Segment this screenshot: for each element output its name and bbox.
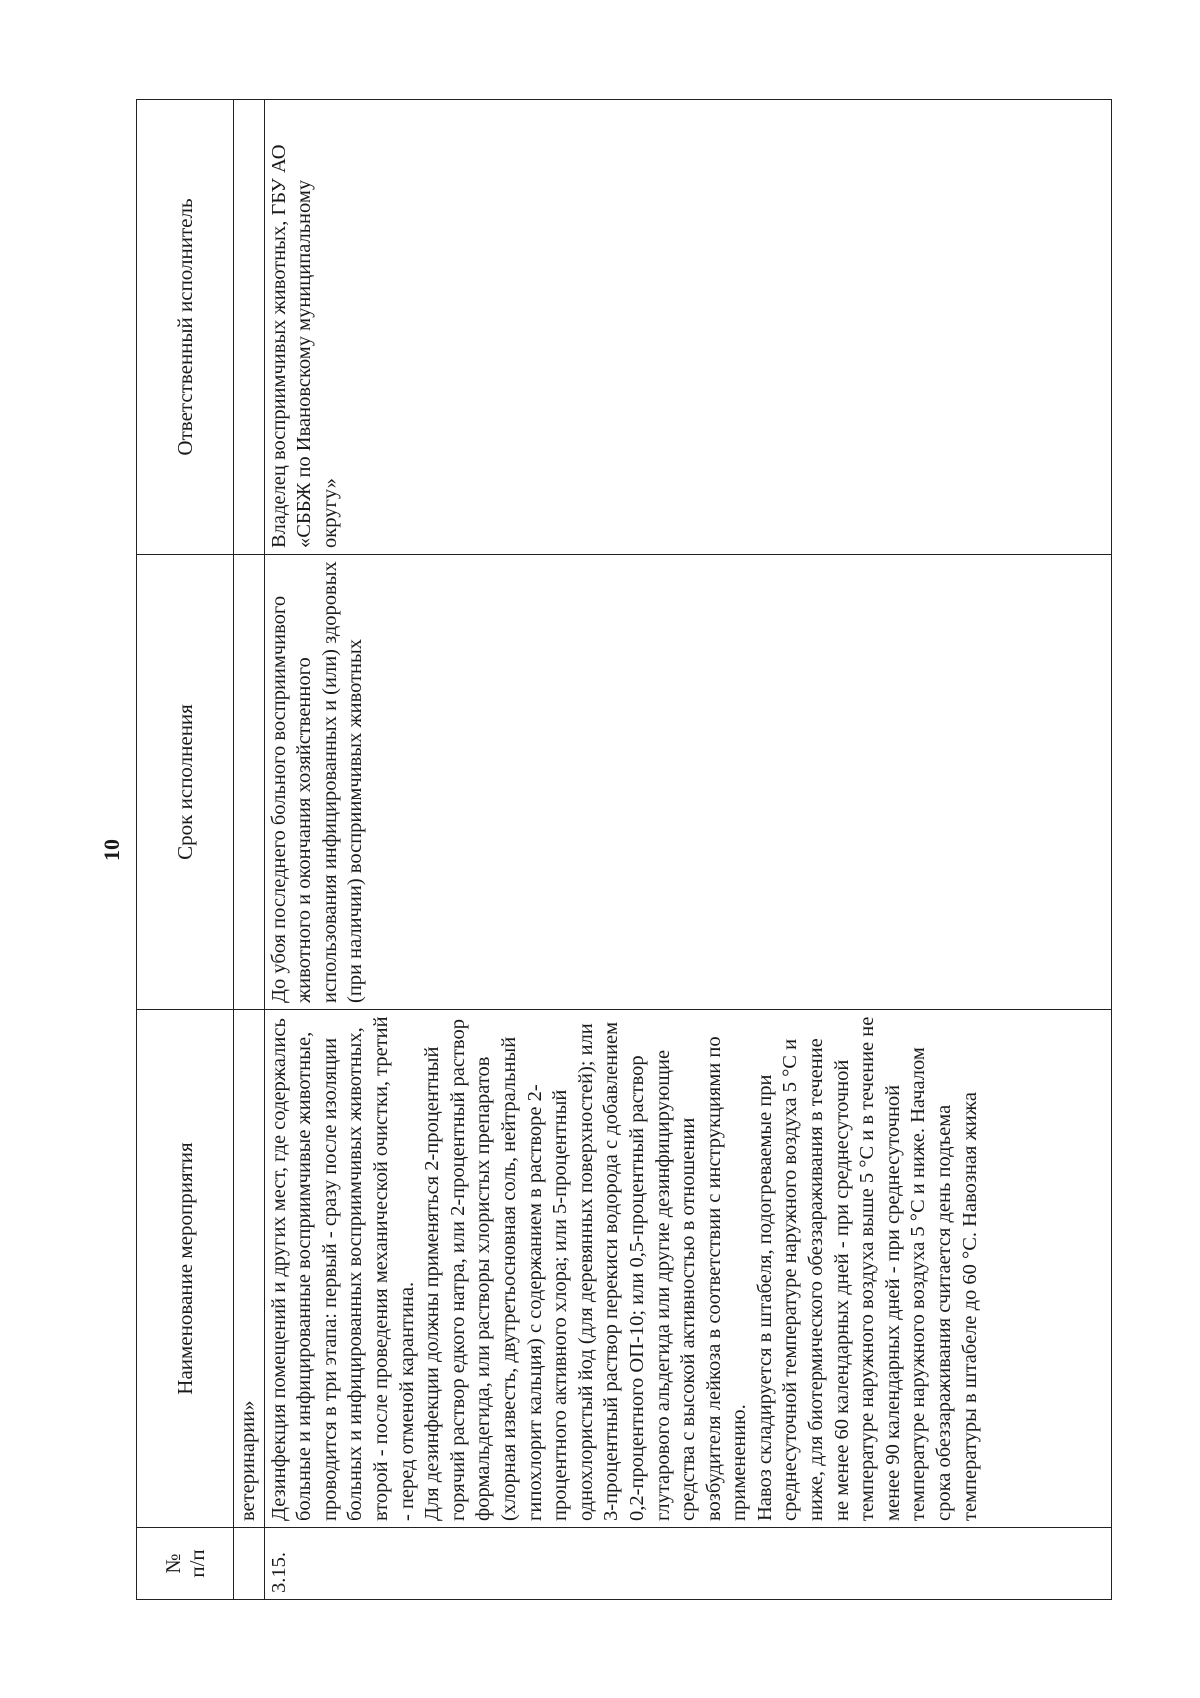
table-row bbox=[264, 100, 1111, 1600]
row-responsible-cell: Владелец восприимчивых животных, ГБУ АО «СББЖ по Ивановскому муниципальному округу» bbox=[264, 100, 1111, 555]
row-term-cell: До убоя последнего больного восприимчивого животного и окончания хозяйственного использования инфицированных и (или) здоровых (при наличии) восприимчивых животных bbox=[264, 555, 1111, 1010]
name-paragraph-1: Дезинфекция помещений и других мест, где содержались больные и инфицированные восприимчивые животные, проводится в три этапа: первый - сразу после изоляции больных и инфицированных восприимчивых животных, второй - после проведения механической очистки, третий - перед отменой карантина. bbox=[267, 1016, 418, 1521]
header-responsible: Ответственный исполнитель bbox=[137, 100, 234, 555]
header-term: Срок исполнения bbox=[137, 555, 234, 1010]
cont-responsible-cell bbox=[234, 100, 265, 555]
cont-name-cell: ветеринарии» bbox=[234, 1010, 265, 1528]
cont-term-cell bbox=[234, 555, 265, 1010]
header-name: Наименование мероприятия bbox=[137, 1010, 234, 1528]
row-name-cell bbox=[264, 1010, 1111, 1528]
table-header-row bbox=[137, 100, 234, 1600]
header-number: № п/п bbox=[137, 1528, 234, 1600]
measures-table bbox=[136, 99, 1112, 1600]
name-paragraph-3: Навоз складируется в штабеля, подогреваемые при среднесуточной температуре наружного воздуха 5 °С и ниже, для биотермического обеззараживания в течение не менее 60 календарных дней - при среднесуточной температуре наружного воздуха выше 5 °С и в течение не менее 90 календарных дней - при среднесуточной температуре наружного воздуха 5 °С и ниже. Началом срока обеззараживания считается день подъема температуры в штабеле до 60 °С. Навозная жижа bbox=[753, 1016, 981, 1521]
continuation-row bbox=[234, 100, 265, 1600]
page-number: 10 bbox=[99, 839, 124, 861]
row-number: 3.15. bbox=[264, 1528, 1111, 1600]
rotated-page bbox=[100, 100, 1100, 1600]
cont-number-cell bbox=[234, 1528, 265, 1600]
name-paragraph-2: Для дезинфекции должны применяться 2-процентный горячий раствор едкого натра, или 2-процентный раствор формальдегида, или растворы хлористых препаратов (хлорная известь, двутретьосновная соль, нейтральный гипохлорит кальция) с содержанием в растворе 2-процентного активного хлора; или 5-процентный однохлористый йод (для деревянных поверхностей); или 3-процентный раствор перекиси водорода с добавлением 0,2-процентного ОП-10; или 0,5-процентный раствор глутарового альдегида или другие дезинфицирующие средства с высокой активностью в отношении возбудителя лейкоза в соответствии с инструкциями по применению. bbox=[421, 1019, 751, 1521]
